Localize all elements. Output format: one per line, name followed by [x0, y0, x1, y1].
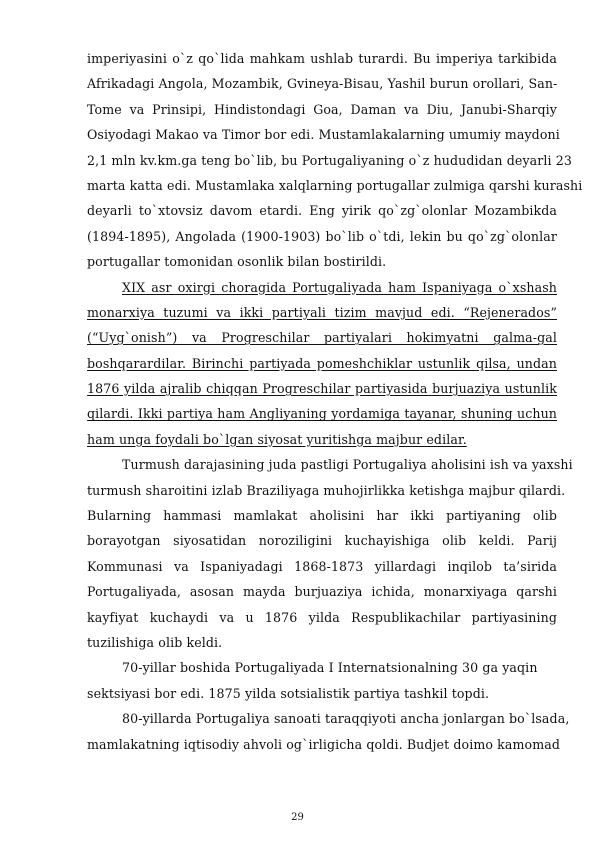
- text-line: 2,1 mln kv.km.ga teng bo`lib, bu Portugaliyaning o`z hududidan deyarli 23: [87, 152, 572, 168]
- text-line: Afrikadagi Angola, Mozambik, Gvineya-Bisau, Yashil burun orollari, San-: [87, 76, 558, 92]
- text-line: Kommunasi va Ispaniyadagi 1868-1873 yillardagi inqilob ta’sirida: [87, 558, 557, 574]
- text-line: tuzilishiga olib keldi.: [87, 634, 223, 650]
- text-line: Portugaliyada, asosan mayda burjuaziya ichida, monarxiyaga qarshi: [87, 584, 557, 600]
- paragraph-5: [87, 706, 570, 757]
- paragraph-4: [87, 655, 557, 706]
- text-line: (“Uyg`onish”) va Progreschilar partiyalari hokimyatni galma-gal: [87, 330, 557, 346]
- document-page: [87, 46, 583, 757]
- text-line: monarxiya tuzumi va ikki partiyali tizim mavjud edi. “Rejenerados”: [87, 304, 557, 320]
- paragraph-1: [87, 46, 583, 275]
- text-line: marta katta edi. Mustamlaka xalqlarning portugallar zulmiga qarshi kurashi: [87, 177, 583, 193]
- text-line: 70-yillar boshida Portugaliyada I Internatsionalning 30 ga yaqin: [122, 660, 538, 676]
- text-line: kayfiyat kuchaydi va u 1876 yilda Respublikachilar partiyasining: [87, 609, 557, 625]
- text-line: boshqarardilar. Birinchi partiyada pomeshchiklar ustunlik qilsa, undan: [87, 355, 557, 371]
- text-line: 1876 yilda ajralib chiqqan Progreschilar partiyasida burjuaziya ustunlik: [87, 381, 557, 397]
- text-line: turmush sharoitini izlab Braziliyaga muhojirlikka ketishga majbur qilardi.: [87, 482, 566, 498]
- text-line: sektsiyasi bor edi. 1875 yilda sotsialistik partiya tashkil topdi.: [87, 685, 490, 701]
- paragraph-3: [87, 452, 573, 655]
- text-line: borayotgan siyosatidan noroziligini kuchayishiga olib keldi. Parij: [87, 533, 557, 549]
- paragraph-2: [87, 275, 557, 453]
- text-line: qilardi. Ikki partiya ham Angliyaning yordamiga tayanar, shuning uchun: [87, 406, 557, 422]
- text-line: Turmush darajasining juda pastligi Portugaliya aholisini ish va yaxshi: [122, 457, 573, 473]
- text-line: mamlakatning iqtisodiy ahvoli og`irligicha qoldi. Budjet doimo kamomad: [87, 736, 561, 752]
- text-line: portugallar tomonidan osonlik bilan bostirildi.: [87, 254, 387, 270]
- page-number: 29: [291, 812, 304, 823]
- text-line: Tome va Prinsipi, Hindistondagi Goa, Daman va Diu, Janubi-Sharqiy: [87, 101, 557, 117]
- text-line: Osiyodagi Makao va Timor bor edi. Mustamlakalarning umumiy maydoni: [87, 127, 560, 143]
- text-line: XIX asr oxirgi choragida Portugaliyada ham Ispaniyaga o`xshash: [122, 279, 557, 295]
- text-line: ham unga foydali bo`lgan siyosat yuritishga majbur edilar.: [87, 431, 467, 447]
- text-line: 80-yillarda Portugaliya sanoati taraqqiyoti ancha jonlargan bo`lsada,: [122, 711, 570, 727]
- text-line: (1894-1895), Angolada (1900-1903) bo`lib o`tdi, lekin bu qo`zg`olonlar: [87, 228, 557, 244]
- text-line: Bularning hammasi mamlakat aholisini har ikki partiyaning olib: [87, 508, 557, 524]
- text-line: imperiyasini o`z qo`lida mahkam ushlab turardi. Bu imperiya tarkibida: [87, 51, 557, 66]
- text-line: deyarli to`xtovsiz davom etardi. Eng yirik qo`zg`olonlar Mozambikda: [87, 203, 557, 219]
